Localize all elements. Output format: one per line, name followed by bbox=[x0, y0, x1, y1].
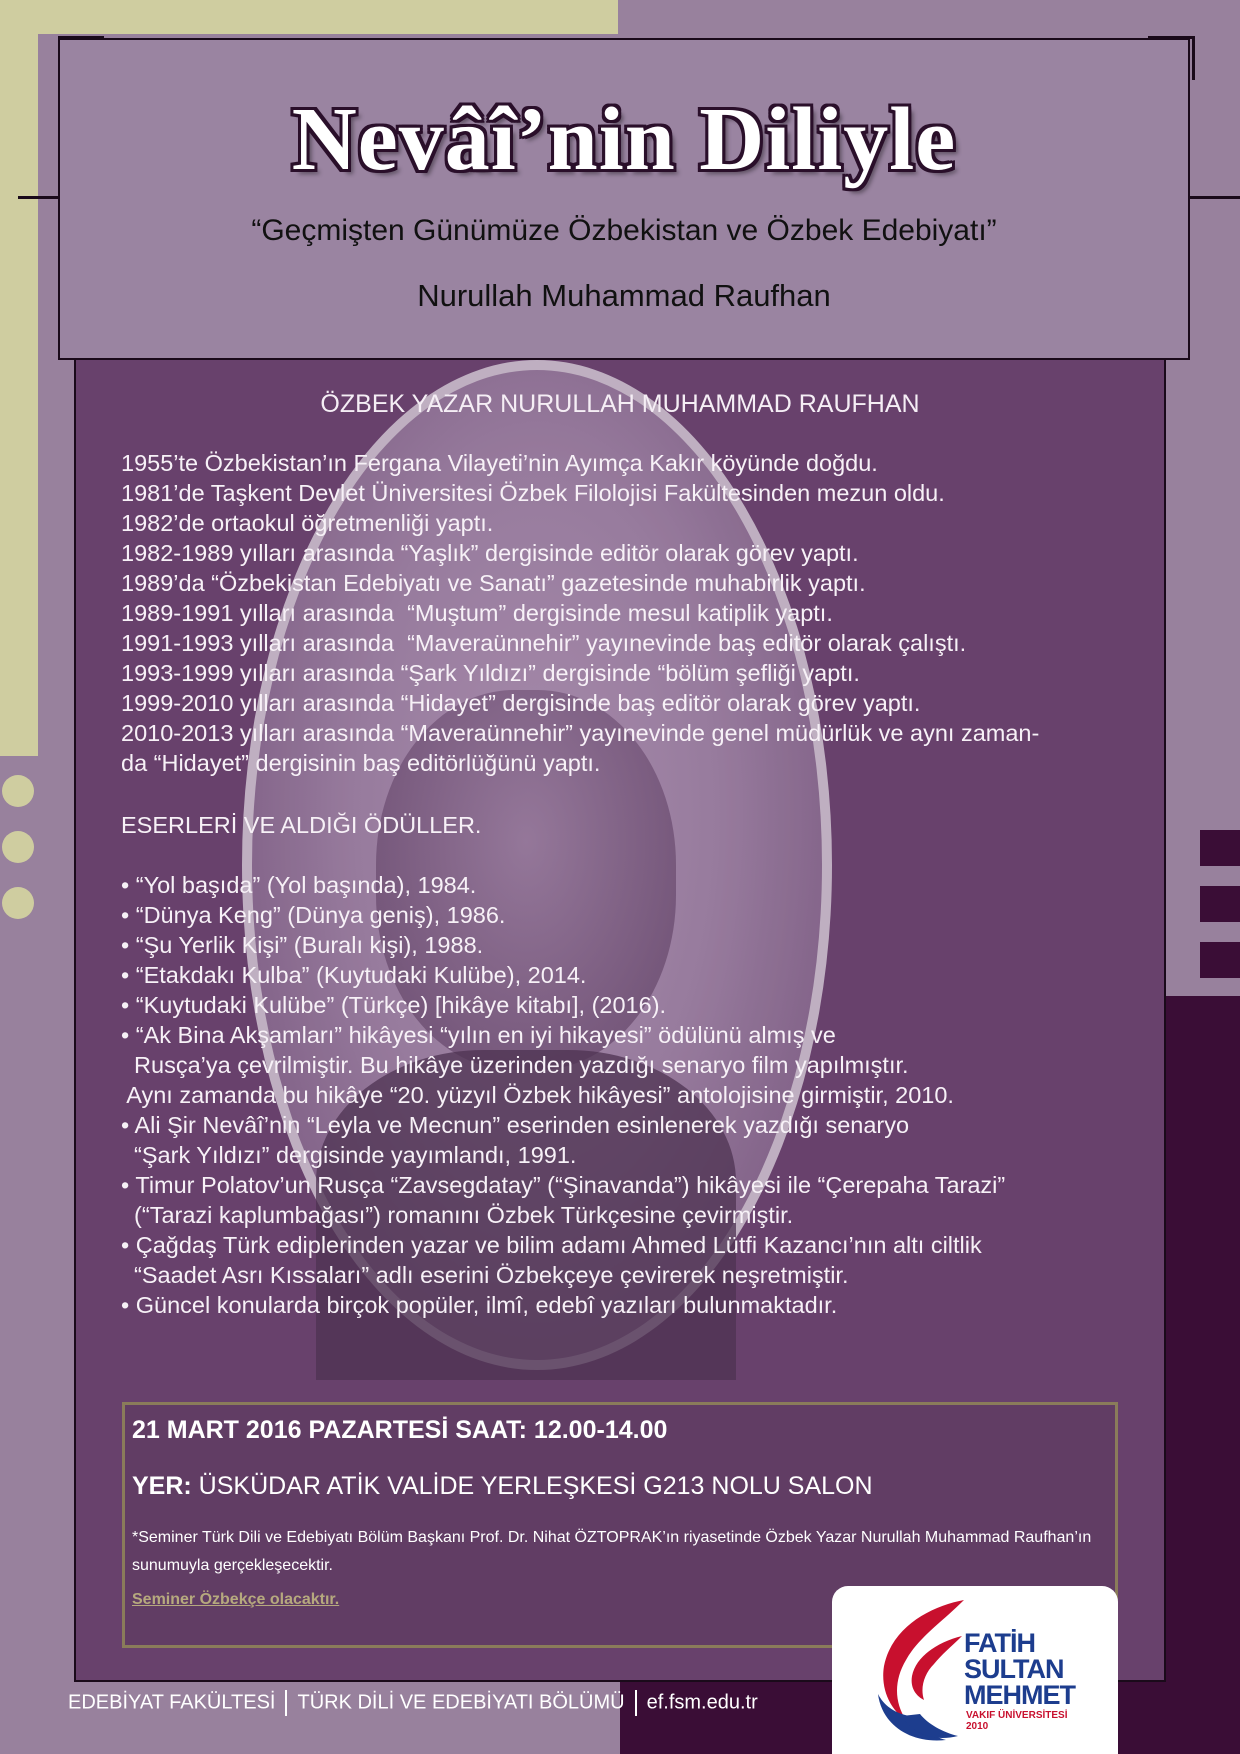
decorative-square bbox=[1200, 886, 1240, 922]
footer-separator bbox=[285, 1690, 287, 1716]
event-date-time: 21 MART 2016 PAZARTESİ SAAT: 12.00-14.00 bbox=[132, 1416, 668, 1444]
decorative-beige-bar-left bbox=[0, 0, 38, 756]
works-item: • “Ak Bina Akşamları” hikâyesi “yılın en iyi hikayesi” ödülünü almış ve bbox=[121, 1022, 836, 1048]
corner-mark bbox=[58, 36, 104, 39]
logo-sub-line: 2010 bbox=[966, 1721, 989, 1732]
logo-sub-line: VAKIF ÜNİVERSİTESİ bbox=[966, 1710, 1068, 1721]
poster-title: Nevâî’nin Diliyle bbox=[291, 90, 957, 189]
corner-mark bbox=[1148, 36, 1194, 39]
bio-item: 1981’de Taşkent Devlet Üniversitesi Özbek Filolojisi Fakültesinden mezun oldu. bbox=[121, 480, 945, 506]
works-heading: ESERLERİ VE ALDIĞI ÖDÜLLER. bbox=[121, 812, 482, 838]
bio-item: 1955’te Özbekistan’ın Fergana Vilayeti’nin Ayımça Kakır köyünde doğdu. bbox=[121, 450, 878, 476]
university-logo-subtext bbox=[966, 1710, 1068, 1732]
footer-website-link[interactable]: ef.fsm.edu.tr bbox=[646, 1691, 758, 1714]
footer-separator bbox=[635, 1690, 637, 1716]
university-logo-mark-icon bbox=[872, 1596, 968, 1746]
bio-item: 1982’de ortaokul öğretmenliği yaptı. bbox=[121, 510, 494, 536]
decorative-square bbox=[1200, 830, 1240, 866]
works-item: • “Etakdakı Kulba” (Kuytudaki Kulübe), 2014. bbox=[121, 962, 587, 988]
side-mark bbox=[1188, 196, 1240, 199]
bio-item: 1991-1993 yılları arasında “Maveraünnehir” yayınevinde baş editör olarak çalıştı. bbox=[121, 630, 967, 656]
decorative-dot bbox=[2, 831, 34, 863]
decorative-dot bbox=[2, 775, 34, 807]
bio-item: da “Hidayet” dergisinin baş editörlüğünü yaptı. bbox=[121, 750, 601, 776]
speaker-name: Nurullah Muhammad Raufhan bbox=[417, 278, 831, 313]
decorative-dot bbox=[2, 887, 34, 919]
works-item: • “Kuytudaki Kulübe” (Türkçe) [hikâye kitabı], (2016). bbox=[121, 992, 667, 1018]
logo-line: FATİH bbox=[964, 1628, 1035, 1658]
poster-subtitle: “Geçmişten Günümüze Özbekistan ve Özbek Edebiyatı” bbox=[251, 214, 997, 247]
venue-label: YER: bbox=[132, 1472, 192, 1500]
bio-heading: ÖZBEK YAZAR NURULLAH MUHAMMAD RAUFHAN bbox=[320, 390, 920, 418]
event-note: *Seminer Türk Dili ve Edebiyatı Bölüm Başkanı Prof. Dr. Nihat ÖZTOPRAK’ın riyasetinde Özbek Yazar Nurullah Muhammad Raufhan’ın sunumuyla gerçekleşecektir. bbox=[132, 1529, 1092, 1574]
footer-faculty: EDEBİYAT FAKÜLTESİ bbox=[68, 1691, 276, 1714]
bio-item: 1982-1989 yılları arasında “Yaşlık” dergisinde editör olarak görev yaptı. bbox=[121, 540, 859, 566]
bio-item: 1999-2010 yılları arasında “Hidayet” dergisinde baş editör olarak görev yaptı. bbox=[121, 690, 921, 716]
logo-line: MEHMET bbox=[964, 1680, 1075, 1710]
works-item: Rusça’ya çevrilmiştir. Bu hikâye üzerinden yazdığı senaryo film yapılmıştır. bbox=[121, 1052, 909, 1078]
works-item: • “Yol başıda” (Yol başında), 1984. bbox=[121, 872, 477, 898]
university-logo-text bbox=[964, 1630, 1075, 1708]
side-mark bbox=[18, 196, 60, 199]
footer bbox=[68, 1690, 758, 1716]
works-item: Aynı zamanda bu hikâye “20. yüzyıl Özbek hikâyesi” antolojisine girmiştir, 2010. bbox=[121, 1082, 954, 1108]
works-item: “Şark Yıldızı” dergisinde yayımlandı, 1991. bbox=[121, 1142, 577, 1168]
decorative-beige-bar-top bbox=[0, 0, 618, 34]
works-item: • Güncel konularda birçok popüler, ilmî, edebî yazıları bulunmaktadır. bbox=[121, 1292, 838, 1318]
language-note-link[interactable]: Seminer Özbekçe olacaktır. bbox=[132, 1591, 340, 1608]
event-venue bbox=[132, 1472, 873, 1501]
works-item: (“Tarazi kaplumbağası”) romanını Özbek Türkçesine çevirmiştir. bbox=[121, 1202, 794, 1228]
works-item: • Ali Şir Nevâî’nin “Leyla ve Mecnun” eserinden esinlenerek yazdığı senaryo bbox=[121, 1112, 910, 1138]
venue-text: ÜSKÜDAR ATİK VALİDE YERLEŞKESİ G213 NOLU SALON bbox=[191, 1472, 873, 1500]
bio-item: 2010-2013 yılları arasında “Maveraünnehir” yayınevinde genel müdürlük ve aynı zaman- bbox=[121, 720, 1040, 746]
bio-item: 1993-1999 yılları arasında “Şark Yıldızı” dergisinde “bölüm şefliği yaptı. bbox=[121, 660, 860, 686]
works-item: • “Dünya Keng” (Dünya geniş), 1986. bbox=[121, 902, 506, 928]
decorative-square bbox=[1200, 942, 1240, 978]
corner-mark bbox=[1192, 36, 1195, 80]
works-item: • Timur Polatov’un Rusça “Zavsegdatay” (“Şinavanda”) hikâyesi ile “Çerepaha Tarazi” bbox=[121, 1172, 1006, 1198]
bio-item: 1989’da “Özbekistan Edebiyatı ve Sanatı” gazetesinde muhabirlik yaptı. bbox=[121, 570, 866, 596]
works-list bbox=[121, 870, 1161, 1320]
works-item: • “Şu Yerlik Kişi” (Buralı kişi), 1988. bbox=[121, 932, 484, 958]
works-item: • Çağdaş Türk ediplerinden yazar ve bilim adamı Ahmed Lütfi Kazancı’nın altı ciltlik bbox=[121, 1232, 982, 1258]
footer-department: TÜRK DİLİ VE EDEBİYATI BÖLÜMÜ bbox=[297, 1691, 625, 1714]
works-item: “Saadet Asrı Kıssaları” adlı eserini Özbekçeye çevirerek neşretmiştir. bbox=[121, 1262, 849, 1288]
logo-line: SULTAN bbox=[964, 1654, 1064, 1684]
bio-list bbox=[121, 448, 1161, 778]
bio-item: 1989-1991 yılları arasında “Muştum” dergisinde mesul katiplik yaptı. bbox=[121, 600, 833, 626]
